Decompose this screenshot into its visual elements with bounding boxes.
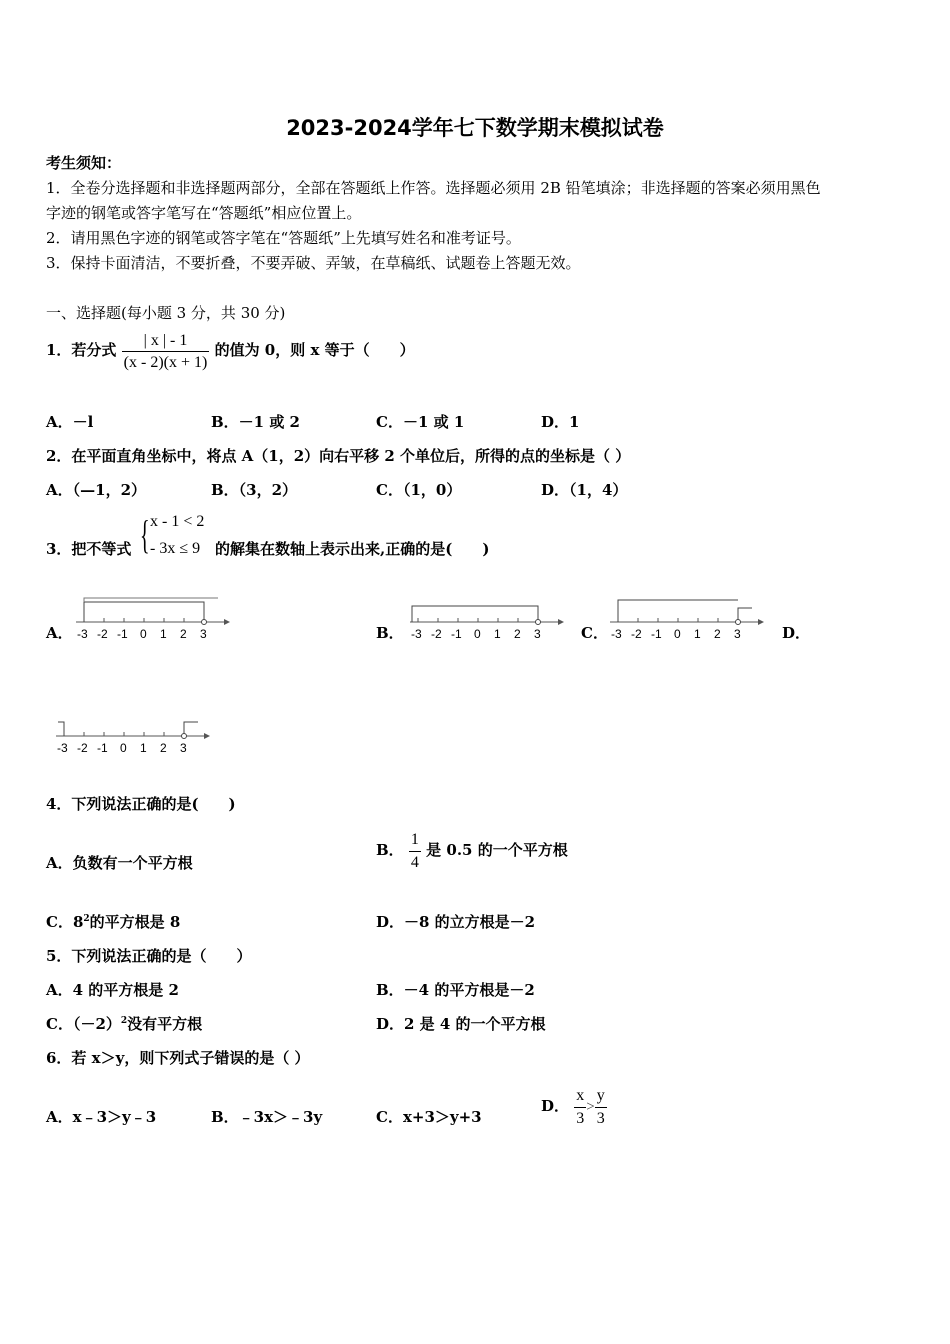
tick-label: 1: [140, 741, 147, 755]
tick-label: 0: [120, 741, 127, 755]
q4-b-denominator: 4: [410, 853, 419, 871]
tick-label: -3: [411, 627, 422, 641]
left-brace-icon: {: [140, 512, 150, 557]
section-heading: 一、选择题(每小题 3 分，共 30 分): [46, 304, 286, 322]
number-line-b: [406, 596, 566, 652]
tick-label: 2: [514, 627, 521, 641]
q4-option-c: [46, 911, 180, 932]
number-line-c: [606, 596, 766, 648]
q3-label-a: A．: [46, 624, 73, 642]
tick-label: -1: [117, 627, 128, 641]
q6-d-denominator-y: 3: [596, 1109, 605, 1127]
arrow-icon: [558, 619, 564, 625]
q5-option-b: B．－4 的平方根是－2: [376, 981, 535, 999]
q6-d-prefix: D．: [541, 1097, 570, 1115]
q4-c-prefix: C．8: [46, 913, 84, 931]
notice-line-1: 1．全卷分选择题和非选择题两部分，全部在答题纸上作答。选择题必须用 2B 铅笔填涂；非选择题的答案必须用黑色: [46, 179, 821, 197]
q2-option-a: A．（—1，2）: [46, 481, 147, 499]
q4-b-prefix: B．: [376, 841, 404, 859]
question-6: 6．若 x＞y，则下列式子错误的是（ ）: [46, 1049, 310, 1067]
arrow-icon: [204, 733, 210, 739]
q1-suffix: 的值为 0，则 x 等于（ ）: [214, 341, 415, 359]
q5-c-prefix: C．（－2）: [46, 1015, 121, 1033]
tick-label: -2: [431, 627, 442, 641]
q4-c-exponent: 2: [83, 914, 90, 924]
axis-ticks: [84, 618, 204, 622]
q6-d-denominator-x: 3: [576, 1109, 585, 1127]
q5-c-suffix: 没有平方根: [127, 1015, 203, 1033]
tick-label: 3: [200, 627, 207, 641]
question-1: [46, 327, 415, 373]
tick-label: -1: [451, 627, 462, 641]
notice-heading: 考生须知：: [46, 154, 122, 172]
arrow-icon: [758, 619, 764, 625]
question-4: 4．下列说法正确的是( ): [46, 795, 236, 813]
number-line-a: [72, 596, 232, 648]
q1-option-c: C．－1 或 1: [376, 413, 465, 431]
page-title: 2023-2024学年七下数学期末模拟试卷: [286, 116, 664, 140]
q6-d-fraction-y: [595, 1086, 607, 1129]
notice-line-2: 字迹的钢笔或答字笔写在“答题纸”相应位置上。: [46, 204, 362, 222]
q3-label-c: C．: [581, 624, 608, 642]
question-5: 5．下列说法正确的是（ ）: [46, 947, 252, 965]
axis-ticks: [64, 732, 184, 736]
solution-bracket-upper: [84, 598, 218, 602]
tick-label: -3: [77, 627, 88, 641]
q4-b-fraction: [409, 830, 421, 873]
tick-label: -3: [611, 627, 622, 641]
arrow-icon: [224, 619, 230, 625]
q1-option-b: B．－1 或 2: [211, 413, 300, 431]
q1-fraction: [122, 331, 210, 372]
tick-label: 1: [160, 627, 167, 641]
endpoint-marker: [536, 620, 541, 625]
q5-c-exponent: 2: [120, 1016, 128, 1026]
q6-option-a: A．x﹣3＞y﹣3: [46, 1108, 157, 1126]
q3-label-b: B．: [376, 624, 404, 642]
q1-denominator: (x - 2)(x + 1): [123, 353, 208, 371]
q4-option-d: D．－8 的立方根是－2: [376, 913, 536, 931]
tick-label: 3: [534, 627, 541, 641]
q1-option-a: A．－l: [46, 413, 94, 431]
q4-option-a: A．负数有一个平方根: [46, 854, 193, 872]
notice-line-4: 3．保持卡面清洁，不要折叠，不要弄破、弄皱，在草稿纸、试题卷上答题无效。: [46, 254, 581, 272]
q6-option-c: C．x+3＞y+3: [376, 1108, 482, 1126]
tick-label: 1: [494, 627, 501, 641]
q3-inequality-2: - 3x ≤ 9: [150, 540, 201, 557]
q6-d-numerator-x: x: [574, 1086, 586, 1108]
q4-b-numerator: 1: [409, 830, 421, 852]
q3-suffix: 的解集在数轴上表示出来,正确的是( ): [215, 540, 490, 558]
tick-label: 2: [714, 627, 721, 641]
q5-option-d: D．2 是 4 的一个平方根: [376, 1015, 546, 1033]
tick-label: -2: [97, 627, 108, 641]
tick-label: 0: [474, 627, 481, 641]
q1-option-d: D．1: [541, 413, 580, 431]
solution-bracket-left: [58, 722, 64, 736]
q3-inequality-system: [140, 510, 215, 566]
q2-option-c: C．（1，0）: [376, 481, 462, 499]
tick-label: 1: [694, 627, 701, 641]
greater-than-sign: >: [586, 1099, 595, 1115]
tick-label: 3: [734, 627, 741, 641]
q3-inequality-1: x - 1 < 2: [150, 513, 205, 530]
tick-label: -2: [77, 741, 88, 755]
solution-bracket: [412, 606, 538, 622]
q2-option-b: B．（3，2）: [211, 481, 298, 499]
q2-option-d: D．（1，4）: [541, 481, 628, 499]
q4-b-suffix: 是 0.5 的一个平方根: [426, 841, 568, 859]
endpoint-marker: [202, 620, 207, 625]
q4-c-suffix: 的平方根是 8: [89, 913, 181, 931]
q6-option-d: [541, 1082, 607, 1130]
q6-option-b: B．﹣3x＞﹣3y: [211, 1108, 323, 1126]
tick-label: 0: [674, 627, 681, 641]
notice-line-3: 2．请用黑色字迹的钢笔或答字笔在“答题纸”上先填写姓名和准考证号。: [46, 229, 521, 247]
q3-label-d: D．: [782, 624, 811, 642]
tick-label: 0: [140, 627, 147, 641]
endpoint-marker: [736, 620, 741, 625]
q4-option-b: [376, 826, 568, 874]
tick-label: 2: [160, 741, 167, 755]
axis-ticks: [618, 618, 738, 622]
axis-ticks: [418, 618, 538, 622]
q3-prefix: 3．把不等式: [46, 540, 132, 558]
tick-label: 2: [180, 627, 187, 641]
q6-d-fraction-x: [574, 1086, 586, 1129]
question-2: 2．在平面直角坐标中，将点 A（1，2）向右平移 2 个单位后，所得的点的坐标是（ ）: [46, 447, 631, 465]
endpoint-marker: [182, 734, 187, 739]
q5-option-a: A．4 的平方根是 2: [46, 981, 179, 999]
q5-option-c: [46, 1013, 202, 1034]
tick-label: -2: [631, 627, 642, 641]
q1-numerator: | x | - 1: [122, 331, 210, 352]
number-line-d: [52, 710, 212, 766]
q1-prefix: 1．若分式: [46, 341, 117, 359]
tick-label: -1: [651, 627, 662, 641]
q6-d-numerator-y: y: [595, 1086, 607, 1108]
tick-label: 3: [180, 741, 187, 755]
tick-label: -1: [97, 741, 108, 755]
tick-label: -3: [57, 741, 68, 755]
